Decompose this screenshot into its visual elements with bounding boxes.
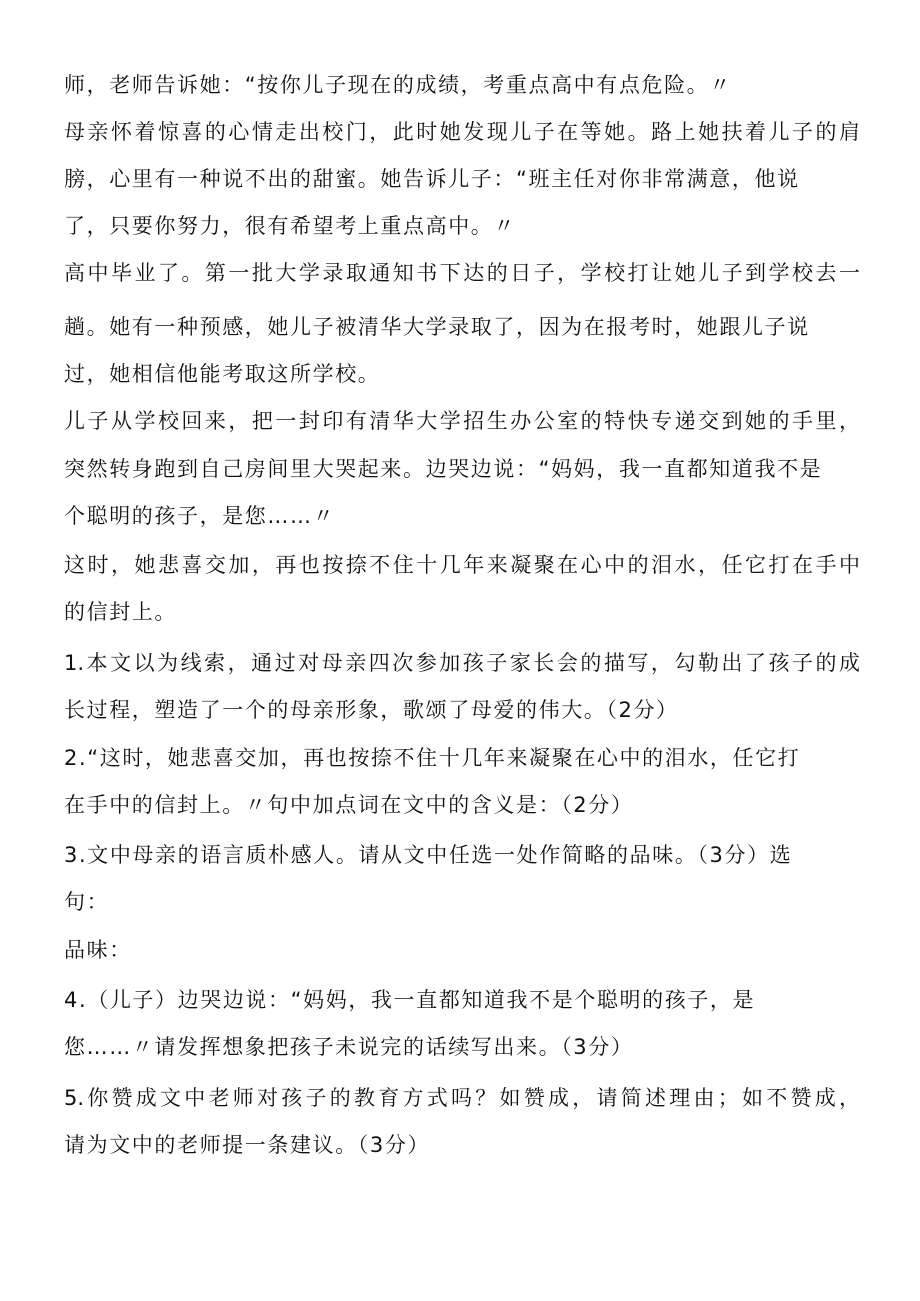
text-line: 突然转身跑到自己房间里大哭起来。边哭边说：“妈妈，我一直都知道我不是 (64, 457, 823, 481)
text-line: 请为文中的老师提一条建议。（3分） (64, 1133, 431, 1157)
text-line: 母亲怀着惊喜的心情走出校门，此时她发现儿子在等她。路上她扶着儿子的肩 (64, 120, 860, 144)
text-line: 师，老师告诉她：“按你儿子现在的成绩，考重点高中有点危险。〃 (64, 73, 732, 97)
text-line: 在手中的信封上。〃句中加点词在文中的含义是：（2分） (64, 793, 634, 817)
text-line: 趟。她有一种预感，她儿子被清华大学录取了，因为在报考时，她跟儿子说 (64, 315, 810, 339)
text-line: 过，她相信他能考取这所学校。 (64, 362, 381, 386)
text-line: 个聪明的孩子，是您……〃 (64, 504, 336, 528)
text-line: 2.“这时，她悲喜交加，再也按捺不住十几年来凝聚在心中的泪水，任它打 (64, 746, 801, 770)
text-line: 这时，她悲喜交加，再也按捺不住十几年来凝聚在心中的泪水，任它打在手中 (64, 553, 860, 577)
text-line: 5.你赞成文中老师对孩子的教育方式吗？如赞成，请简述理由；如不赞成， (64, 1086, 860, 1110)
text-line: 长过程，塑造了一个的母亲形象，歌颂了母爱的伟大。（2分） (64, 698, 679, 722)
text-line: 品味： (64, 938, 132, 962)
text-line: 儿子从学校回来，把一封印有清华大学招生办公室的特快专递交到她的手里， (64, 409, 860, 433)
text-line: 句： (64, 890, 110, 914)
text-line: 膀，心里有一种说不出的甜蜜。她告诉儿子：“班主任对你非常满意，他说 (64, 167, 800, 191)
text-line: 您……〃请发挥想象把孩子未说完的话续写出来。（3分） (64, 1035, 634, 1059)
text-line: 1.本文以为线索，通过对母亲四次参加孩子家长会的描写，勾勒出了孩子的成 (64, 651, 860, 675)
text-line: 了，只要你努力，很有希望考上重点高中。〃 (64, 214, 516, 238)
text-line: 的信封上。 (64, 600, 177, 624)
text-line: 3.文中母亲的语言质朴感人。请从文中任选一处作简略的品味。（3分）选 (64, 843, 793, 867)
text-line: 4.（儿子）边哭边说：“妈妈，我一直都知道我不是个聪明的孩子，是 (64, 988, 756, 1012)
text-line: 高中毕业了。第一批大学录取通知书下达的日子，学校打让她儿子到学校去一 (64, 261, 860, 285)
